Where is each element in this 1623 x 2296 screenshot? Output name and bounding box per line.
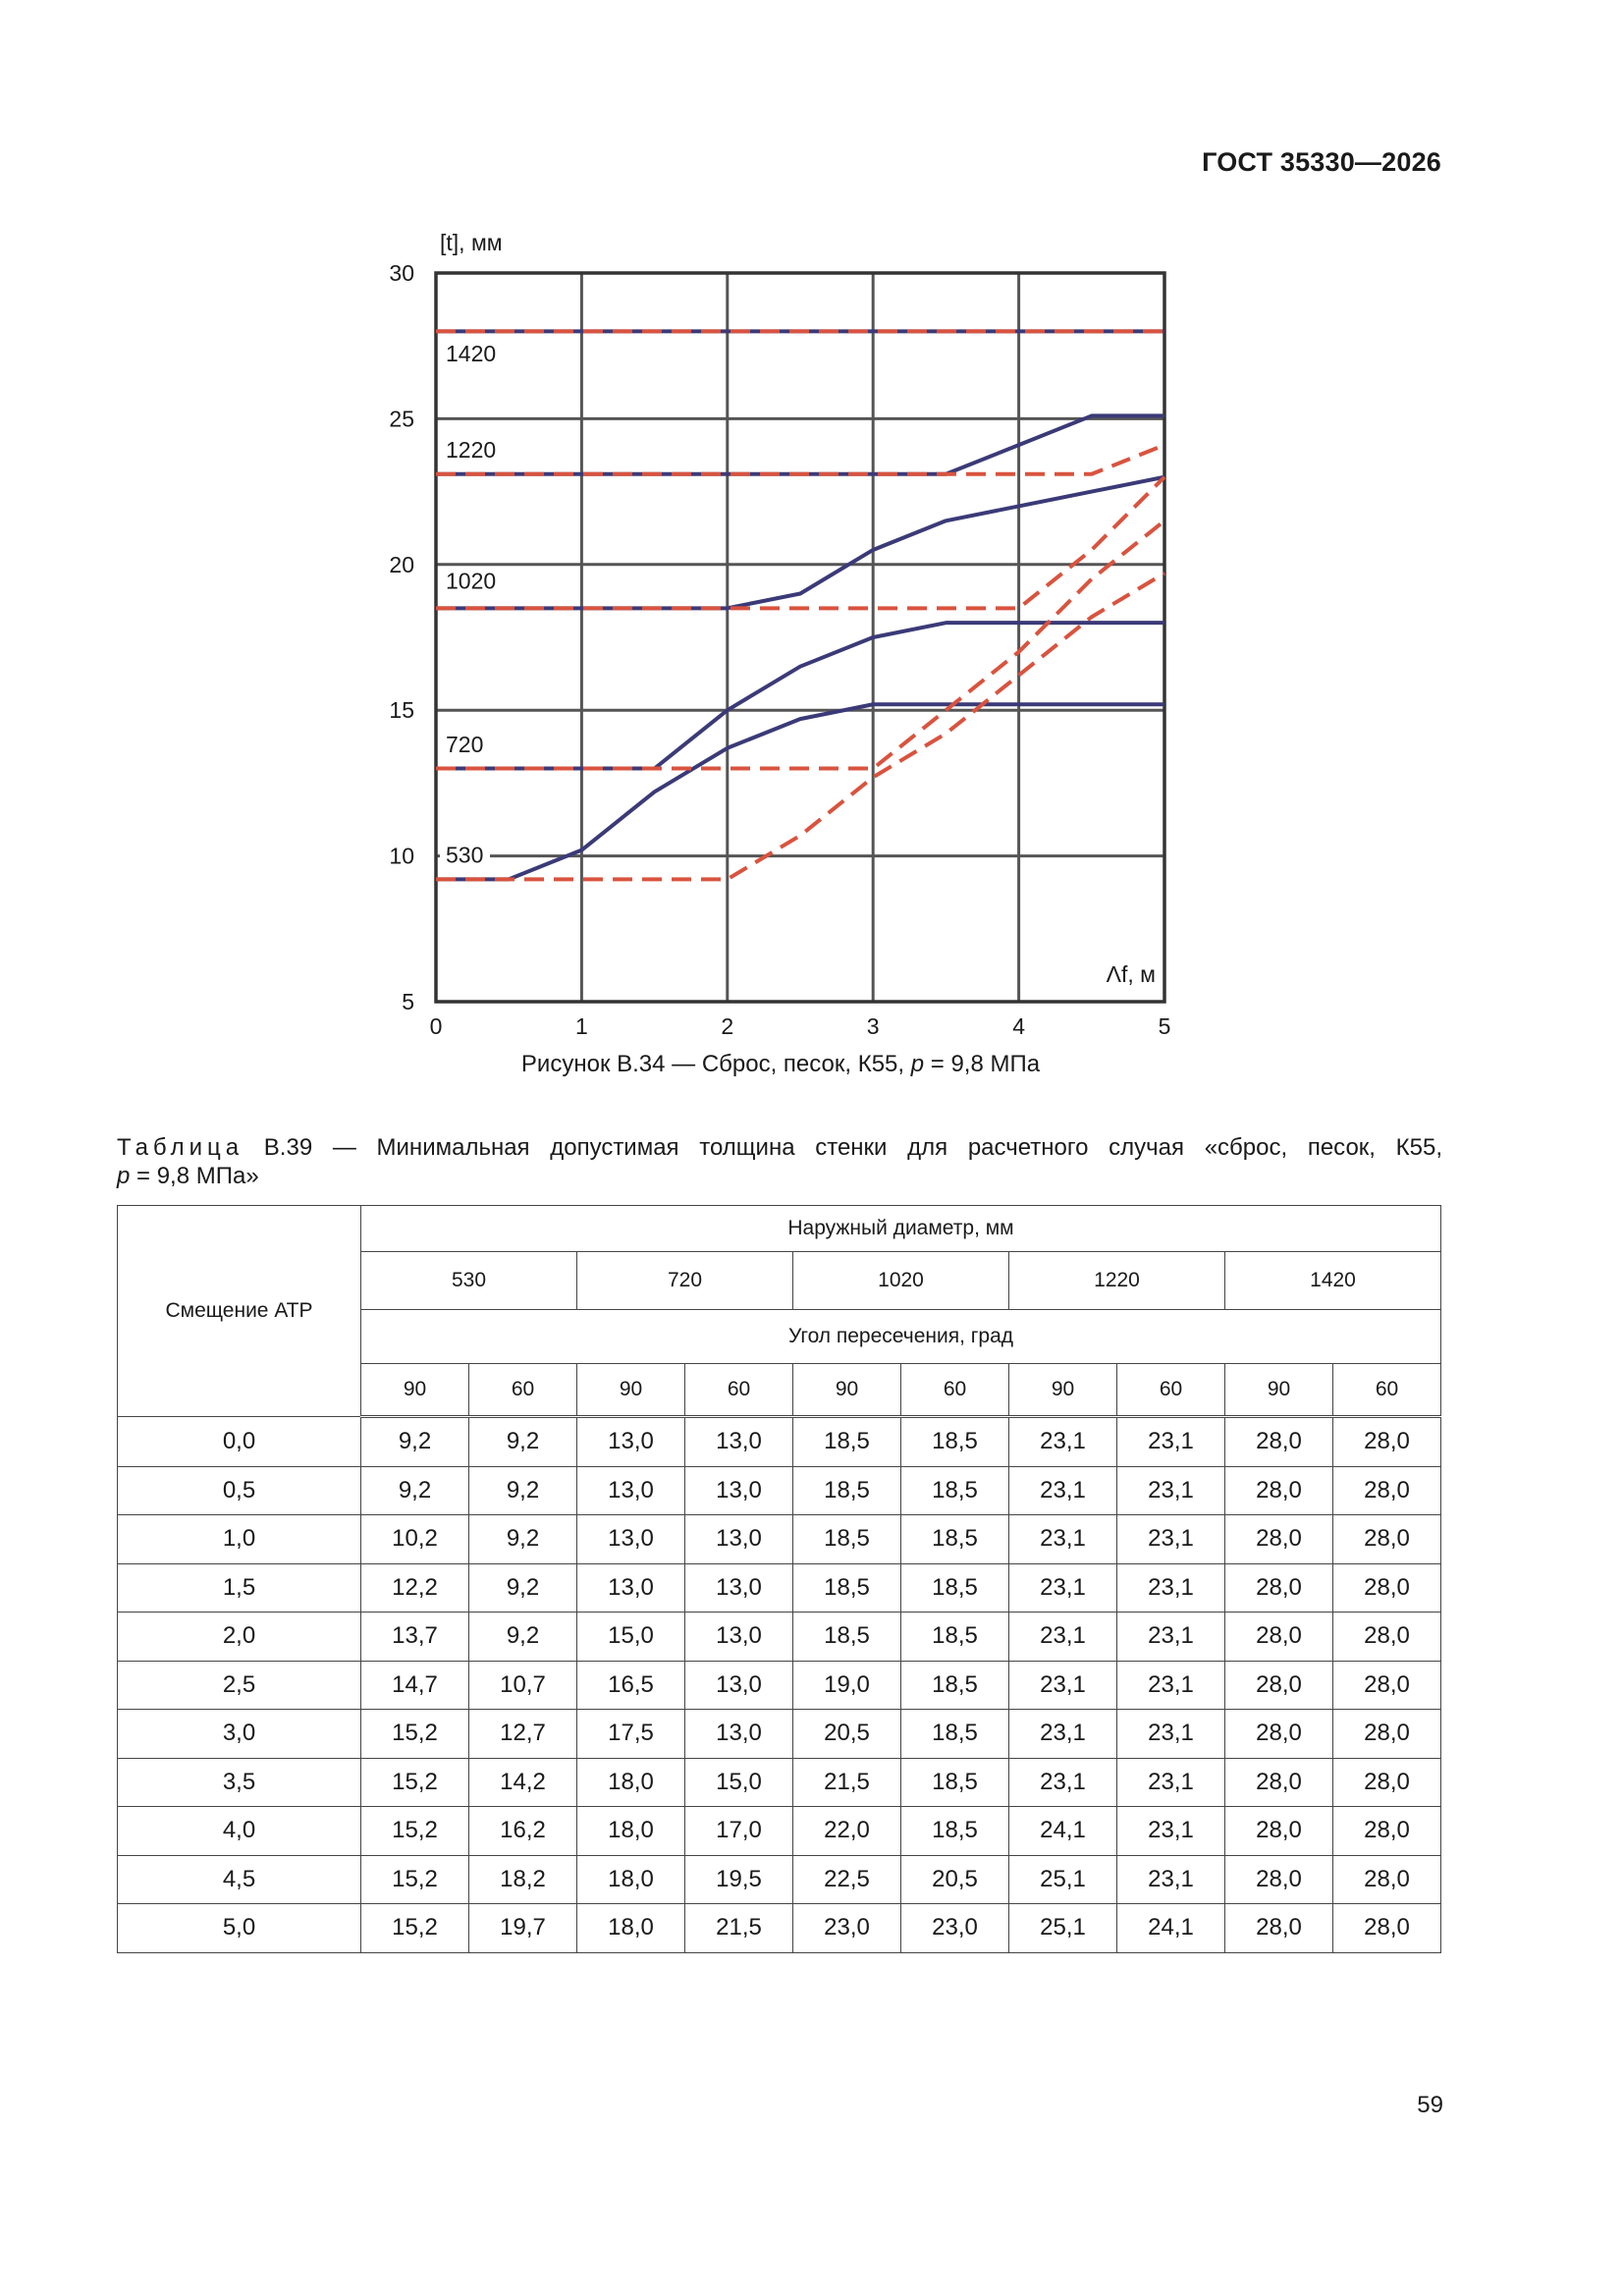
value-cell: 28,0 — [1225, 1563, 1333, 1613]
x-tick-label: 1 — [575, 1013, 588, 1039]
value-cell: 24,1 — [1009, 1807, 1117, 1856]
diameter-720: 720 — [577, 1252, 793, 1310]
angle-cell: 90 — [1009, 1364, 1117, 1417]
value-cell: 28,0 — [1225, 1613, 1333, 1662]
value-cell: 9,2 — [469, 1515, 577, 1564]
value-cell: 18,2 — [469, 1855, 577, 1904]
value-cell: 18,0 — [577, 1855, 685, 1904]
table-row — [118, 1661, 1441, 1710]
value-cell: 13,0 — [577, 1563, 685, 1613]
value-cell: 12,2 — [361, 1563, 469, 1613]
value-cell: 15,2 — [361, 1710, 469, 1759]
y-tick-label: 10 — [389, 843, 414, 869]
angle-cell: 90 — [577, 1364, 685, 1417]
value-cell: 15,0 — [577, 1613, 685, 1662]
y-tick-label: 30 — [389, 260, 414, 286]
diameter-1220: 1220 — [1009, 1252, 1225, 1310]
series-label-1020: 1020 — [446, 568, 497, 594]
value-cell: 14,2 — [469, 1758, 577, 1807]
value-cell: 18,5 — [901, 1758, 1009, 1807]
table-title-continuation — [117, 1163, 259, 1190]
angle-header: Угол пересечения, град — [361, 1310, 1441, 1364]
value-cell: 28,0 — [1333, 1563, 1441, 1613]
value-cell: 23,1 — [1117, 1758, 1225, 1807]
value-cell: 20,5 — [793, 1710, 901, 1759]
value-cell: 19,5 — [685, 1855, 793, 1904]
value-cell: 17,0 — [685, 1807, 793, 1856]
thickness-table — [117, 1205, 1441, 1953]
page-number: 59 — [1417, 2092, 1443, 2118]
y-tick-label: 15 — [389, 697, 414, 724]
table-row — [118, 1807, 1441, 1856]
shift-cell: 4,0 — [118, 1807, 361, 1856]
series-label-720: 720 — [446, 731, 484, 757]
x-tick-label: 4 — [1012, 1013, 1025, 1039]
table-row — [118, 1417, 1441, 1467]
angle-cell: 60 — [1117, 1364, 1225, 1417]
series-1020-angle-60-line — [436, 477, 1164, 609]
caption-suffix: = 9,8 МПа — [924, 1051, 1041, 1077]
table-title-rest: = 9,8 МПа» — [130, 1163, 259, 1189]
value-cell: 28,0 — [1333, 1466, 1441, 1515]
value-cell: 18,5 — [901, 1466, 1009, 1515]
value-cell: 23,1 — [1117, 1515, 1225, 1564]
table-row — [118, 1855, 1441, 1904]
value-cell: 18,5 — [793, 1613, 901, 1662]
value-cell: 16,2 — [469, 1807, 577, 1856]
diameter-1420: 1420 — [1225, 1252, 1441, 1310]
value-cell: 23,1 — [1009, 1613, 1117, 1662]
table-title-p: p — [117, 1163, 131, 1189]
value-cell: 18,5 — [901, 1710, 1009, 1759]
value-cell: 23,1 — [1117, 1661, 1225, 1710]
shift-cell: 3,0 — [118, 1710, 361, 1759]
shift-cell: 5,0 — [118, 1904, 361, 1953]
value-cell: 10,7 — [469, 1661, 577, 1710]
value-cell: 23,1 — [1117, 1710, 1225, 1759]
value-cell: 28,0 — [1225, 1515, 1333, 1564]
value-cell: 9,2 — [469, 1613, 577, 1662]
shift-cell: 1,0 — [118, 1515, 361, 1564]
value-cell: 28,0 — [1333, 1515, 1441, 1564]
x-axis-label: Λf, м — [1106, 961, 1156, 987]
x-tick-label: 2 — [721, 1013, 734, 1039]
value-cell: 18,5 — [901, 1563, 1009, 1613]
table-row — [118, 1613, 1441, 1662]
value-cell: 13,0 — [685, 1661, 793, 1710]
value-cell: 18,5 — [901, 1807, 1009, 1856]
shift-cell: 3,5 — [118, 1758, 361, 1807]
shift-cell: 0,5 — [118, 1466, 361, 1515]
value-cell: 9,2 — [469, 1466, 577, 1515]
standard-header: ГОСТ 35330—2026 — [1202, 147, 1441, 177]
series-530-angle-60-line — [436, 574, 1164, 880]
value-cell: 23,1 — [1009, 1710, 1117, 1759]
value-cell: 23,1 — [1009, 1417, 1117, 1467]
value-cell: 18,0 — [577, 1904, 685, 1953]
value-cell: 23,1 — [1117, 1613, 1225, 1662]
value-cell: 28,0 — [1333, 1613, 1441, 1662]
value-cell: 25,1 — [1009, 1904, 1117, 1953]
shift-cell: 4,5 — [118, 1855, 361, 1904]
y-tick-label: 20 — [389, 551, 414, 577]
value-cell: 23,0 — [793, 1904, 901, 1953]
value-cell: 13,7 — [361, 1613, 469, 1662]
value-cell: 18,5 — [793, 1417, 901, 1467]
value-cell: 13,0 — [685, 1466, 793, 1515]
chart-grid — [436, 273, 1164, 1002]
value-cell: 13,0 — [685, 1710, 793, 1759]
diameter-header: Наружный диаметр, мм — [361, 1206, 1441, 1252]
value-cell: 28,0 — [1333, 1904, 1441, 1953]
value-cell: 18,5 — [793, 1515, 901, 1564]
angle-cell: 90 — [1225, 1364, 1333, 1417]
value-cell: 19,0 — [793, 1661, 901, 1710]
value-cell: 13,0 — [685, 1563, 793, 1613]
value-cell: 12,7 — [469, 1710, 577, 1759]
value-cell: 21,5 — [685, 1904, 793, 1953]
angle-cell: 60 — [469, 1364, 577, 1417]
value-cell: 18,5 — [793, 1563, 901, 1613]
value-cell: 15,2 — [361, 1855, 469, 1904]
value-cell: 23,1 — [1117, 1855, 1225, 1904]
value-cell: 19,7 — [469, 1904, 577, 1953]
value-cell: 13,0 — [577, 1466, 685, 1515]
value-cell: 21,5 — [793, 1758, 901, 1807]
value-cell: 28,0 — [1225, 1855, 1333, 1904]
shift-cell: 2,5 — [118, 1661, 361, 1710]
shift-cell: 0,0 — [118, 1417, 361, 1467]
table-label: Таблица — [117, 1134, 244, 1161]
table-title — [117, 1134, 1442, 1162]
value-cell: 28,0 — [1225, 1904, 1333, 1953]
value-cell: 28,0 — [1225, 1807, 1333, 1856]
angle-cell: 90 — [361, 1364, 469, 1417]
table-row — [118, 1515, 1441, 1564]
value-cell: 15,2 — [361, 1807, 469, 1856]
value-cell: 23,1 — [1117, 1417, 1225, 1467]
value-cell: 28,0 — [1225, 1466, 1333, 1515]
table-row — [118, 1466, 1441, 1515]
value-cell: 23,1 — [1117, 1807, 1225, 1856]
value-cell: 23,1 — [1009, 1515, 1117, 1564]
x-tick-label: 3 — [866, 1013, 880, 1039]
series-label-1220: 1220 — [446, 436, 497, 463]
series-label-1420: 1420 — [446, 341, 497, 367]
value-cell: 23,1 — [1009, 1758, 1117, 1807]
value-cell: 23,1 — [1009, 1661, 1117, 1710]
caption-prefix: Рисунок В.34 — Сброс, песок, К55, — [520, 1051, 911, 1077]
angle-cell: 60 — [901, 1364, 1009, 1417]
value-cell: 28,0 — [1333, 1661, 1441, 1710]
angle-cell: 60 — [685, 1364, 793, 1417]
x-tick-label: 0 — [429, 1013, 443, 1039]
figure-caption — [0, 1051, 1561, 1078]
angle-cell: 90 — [793, 1364, 901, 1417]
value-cell: 22,0 — [793, 1807, 901, 1856]
value-cell: 18,5 — [901, 1515, 1009, 1564]
value-cell: 23,1 — [1009, 1563, 1117, 1613]
value-cell: 17,5 — [577, 1710, 685, 1759]
value-cell: 28,0 — [1333, 1758, 1441, 1807]
table-row — [118, 1710, 1441, 1759]
value-cell: 23,1 — [1117, 1466, 1225, 1515]
value-cell: 28,0 — [1333, 1855, 1441, 1904]
value-cell: 9,2 — [361, 1466, 469, 1515]
value-cell: 18,5 — [793, 1466, 901, 1515]
value-cell: 15,0 — [685, 1758, 793, 1807]
y-tick-label: 5 — [402, 989, 414, 1014]
value-cell: 9,2 — [469, 1417, 577, 1467]
value-cell: 20,5 — [901, 1855, 1009, 1904]
value-cell: 13,0 — [577, 1417, 685, 1467]
series-1020-angle-90-line — [436, 477, 1164, 609]
value-cell: 23,1 — [1117, 1563, 1225, 1613]
value-cell: 24,1 — [1117, 1904, 1225, 1953]
value-cell: 23,0 — [901, 1904, 1009, 1953]
table-row — [118, 1563, 1441, 1613]
value-cell: 13,0 — [685, 1515, 793, 1564]
chart-series — [436, 331, 1164, 879]
value-cell: 28,0 — [1333, 1807, 1441, 1856]
value-cell: 28,0 — [1333, 1710, 1441, 1759]
shift-cell: 1,5 — [118, 1563, 361, 1613]
table-row — [118, 1904, 1441, 1953]
row-header-cell: Смещение АТР — [118, 1206, 361, 1417]
caption-p: p — [910, 1051, 925, 1077]
series-1220-angle-60-line — [436, 445, 1164, 474]
y-tick-label: 25 — [389, 406, 414, 432]
y-axis-label: [t], мм — [440, 230, 503, 255]
value-cell: 13,0 — [685, 1613, 793, 1662]
value-cell: 18,0 — [577, 1758, 685, 1807]
value-cell: 15,2 — [361, 1758, 469, 1807]
value-cell: 18,5 — [901, 1417, 1009, 1467]
x-tick-label: 5 — [1158, 1013, 1171, 1039]
wall-thickness-chart — [353, 216, 1217, 1051]
value-cell: 18,5 — [901, 1613, 1009, 1662]
diameter-530: 530 — [361, 1252, 577, 1310]
value-cell: 28,0 — [1225, 1710, 1333, 1759]
value-cell: 10,2 — [361, 1515, 469, 1564]
series-1220-angle-90-line — [436, 415, 1164, 473]
shift-cell: 2,0 — [118, 1613, 361, 1662]
value-cell: 13,0 — [577, 1515, 685, 1564]
value-cell: 28,0 — [1225, 1758, 1333, 1807]
table-body — [118, 1417, 1441, 1953]
value-cell: 28,0 — [1333, 1417, 1441, 1467]
series-530-angle-90-line — [436, 704, 1164, 879]
value-cell: 23,1 — [1009, 1466, 1117, 1515]
value-cell: 15,2 — [361, 1904, 469, 1953]
plot-frame — [436, 273, 1164, 1002]
value-cell: 9,2 — [361, 1417, 469, 1467]
value-cell: 18,5 — [901, 1661, 1009, 1710]
value-cell: 13,0 — [685, 1417, 793, 1467]
value-cell: 9,2 — [469, 1563, 577, 1613]
value-cell: 18,0 — [577, 1807, 685, 1856]
value-cell: 16,5 — [577, 1661, 685, 1710]
table-title-text: В.39 — Минимальная допустимая толщина стенки для расчетного случая «сброс, песок, К55, — [263, 1134, 1442, 1161]
value-cell: 25,1 — [1009, 1855, 1117, 1904]
table-row — [118, 1758, 1441, 1807]
value-cell: 14,7 — [361, 1661, 469, 1710]
value-cell: 22,5 — [793, 1855, 901, 1904]
diameter-1020: 1020 — [793, 1252, 1009, 1310]
value-cell: 28,0 — [1225, 1661, 1333, 1710]
angle-cell: 60 — [1333, 1364, 1441, 1417]
series-label-530: 530 — [446, 842, 484, 868]
value-cell: 28,0 — [1225, 1417, 1333, 1467]
